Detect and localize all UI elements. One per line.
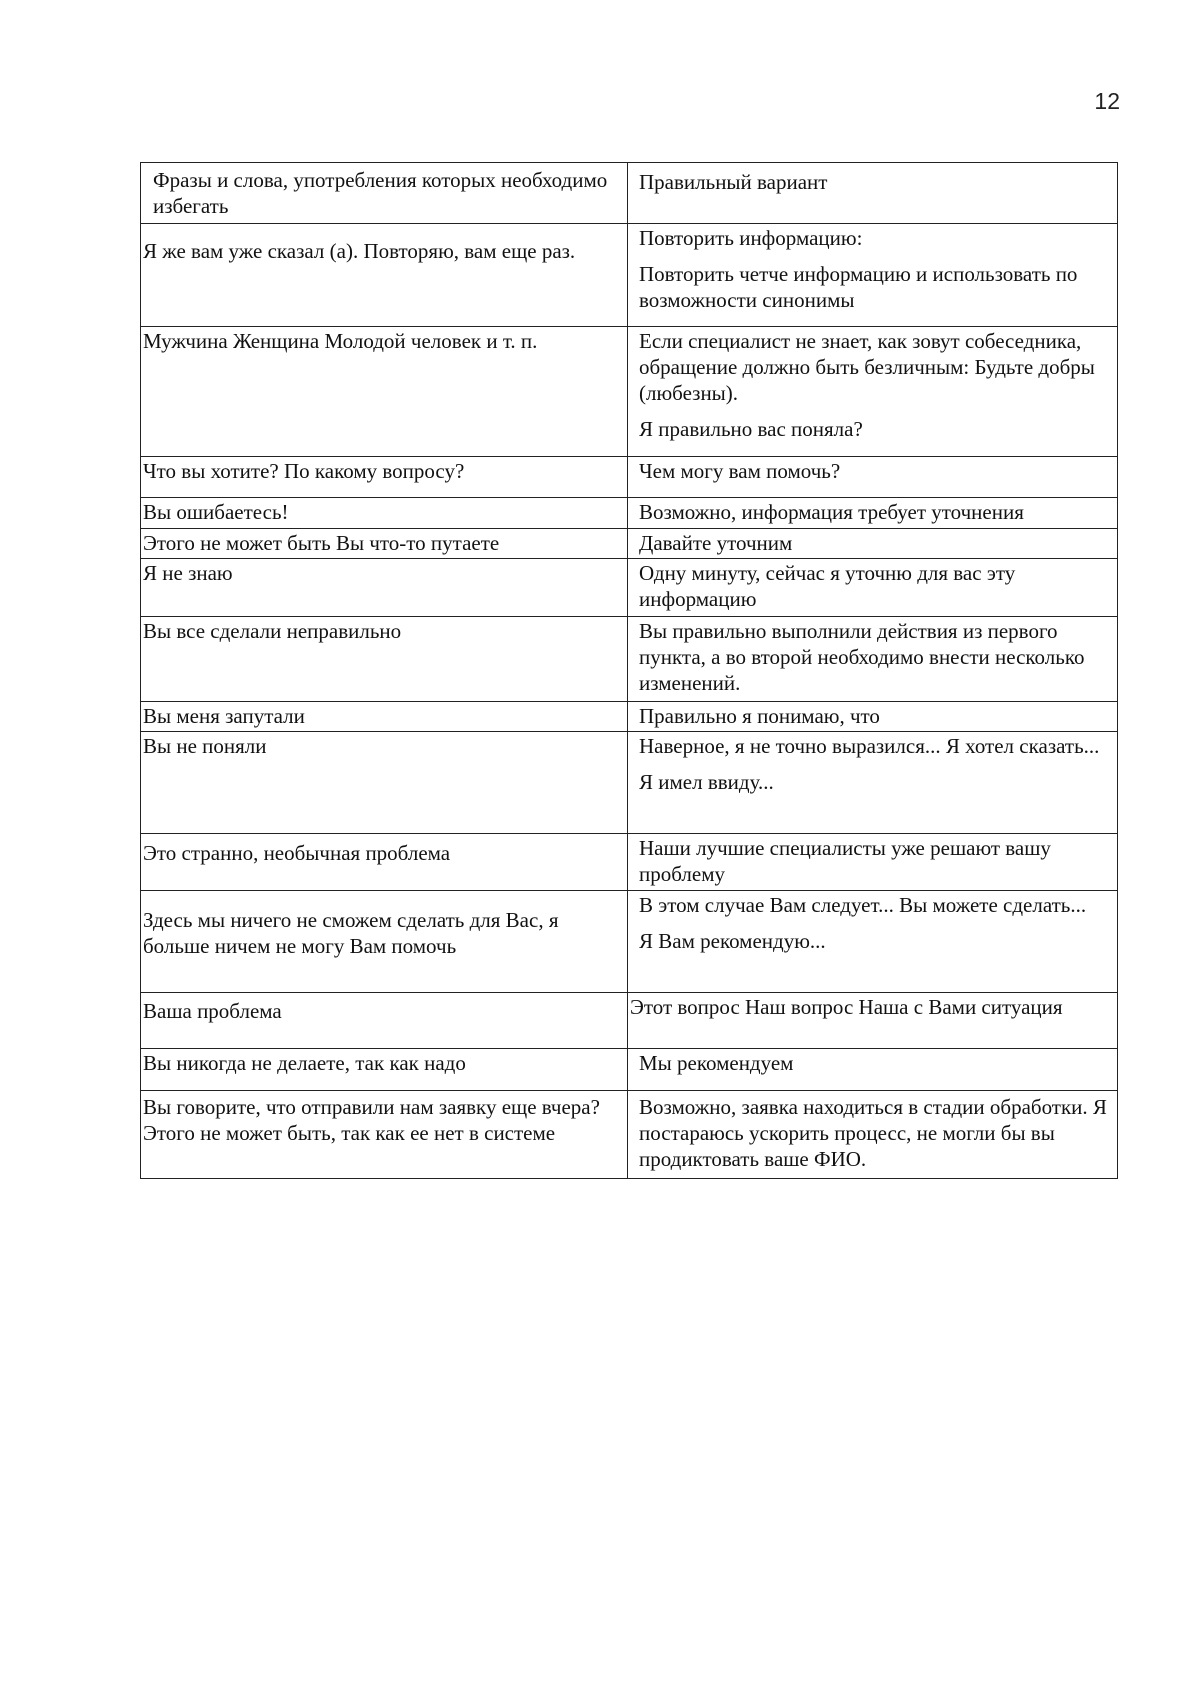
correct-cell: В этом случае Вам следует... Вы можете сделать... Я Вам рекомендую... xyxy=(628,891,1118,993)
table-row xyxy=(141,702,1118,732)
table-row xyxy=(141,732,1118,834)
correct-cell: Правильно я понимаю, что xyxy=(628,702,1118,732)
correct-cell: Повторить информацию: Повторить четче информацию и использовать по возможности синонимы xyxy=(628,224,1118,327)
avoid-cell: Я не знаю xyxy=(141,559,628,617)
avoid-cell: Что вы хотите? По какому вопросу? xyxy=(141,457,628,498)
table-row xyxy=(141,327,1118,457)
avoid-cell: Вы не поняли xyxy=(141,732,628,834)
correct-cell: Этот вопрос Наш вопрос Наша с Вами ситуация xyxy=(628,993,1118,1049)
correct-cell: Возможно, информация требует уточнения xyxy=(628,498,1118,529)
correct-cell: Наверное, я не точно выразился... Я хотел сказать... Я имел ввиду... xyxy=(628,732,1118,834)
table-row xyxy=(141,1049,1118,1091)
header-correct: Правильный вариант xyxy=(628,163,1118,224)
avoid-cell: Ваша проблема xyxy=(141,993,628,1049)
table-row xyxy=(141,529,1118,559)
correct-cell: Вы правильно выполнили действия из первого пункта, а во второй необходимо внести несколько изменений. xyxy=(628,617,1118,702)
page-number: 12 xyxy=(1094,88,1120,114)
header-avoid: Фразы и слова, употребления которых необходимо избегать xyxy=(141,163,628,224)
correct-cell: Чем могу вам помочь? xyxy=(628,457,1118,498)
phrases-table xyxy=(140,162,1118,1179)
table-row xyxy=(141,1091,1118,1179)
avoid-cell: Вы ошибаетесь! xyxy=(141,498,628,529)
avoid-cell: Вы никогда не делаете, так как надо xyxy=(141,1049,628,1091)
correct-cell: Возможно, заявка находиться в стадии обработки. Я постараюсь ускорить процесс, не могли бы вы продиктовать ваше ФИО. xyxy=(628,1091,1118,1179)
table-row xyxy=(141,457,1118,498)
table-row xyxy=(141,834,1118,891)
table-row xyxy=(141,891,1118,993)
correct-cell: Наши лучшие специалисты уже решают вашу проблему xyxy=(628,834,1118,891)
correct-cell: Если специалист не знает, как зовут собеседника, обращение должно быть безличным: Будьте добры (любезны). Я правильно вас поняла? xyxy=(628,327,1118,457)
correct-cell: Давайте уточним xyxy=(628,529,1118,559)
table-header-row xyxy=(141,163,1118,224)
avoid-cell: Вы говорите, что отправили нам заявку еще вчера? Этого не может быть, так как ее нет в системе xyxy=(141,1091,628,1179)
avoid-cell: Здесь мы ничего не сможем сделать для Вас, я больше ничем не могу Вам помочь xyxy=(141,891,628,993)
table-row xyxy=(141,224,1118,327)
table-row xyxy=(141,559,1118,617)
correct-cell: Одну минуту, сейчас я уточню для вас эту информацию xyxy=(628,559,1118,617)
correct-cell: Мы рекомендуем xyxy=(628,1049,1118,1091)
avoid-cell: Я же вам уже сказал (а). Повторяю, вам еще раз. xyxy=(141,224,628,327)
table-row xyxy=(141,993,1118,1049)
avoid-cell: Вы меня запутали xyxy=(141,702,628,732)
avoid-cell: Вы все сделали неправильно xyxy=(141,617,628,702)
avoid-cell: Этого не может быть Вы что-то путаете xyxy=(141,529,628,559)
table-row xyxy=(141,617,1118,702)
avoid-cell: Это странно, необычная проблема xyxy=(141,834,628,891)
table-row xyxy=(141,498,1118,529)
avoid-cell: Мужчина Женщина Молодой человек и т. п. xyxy=(141,327,628,457)
